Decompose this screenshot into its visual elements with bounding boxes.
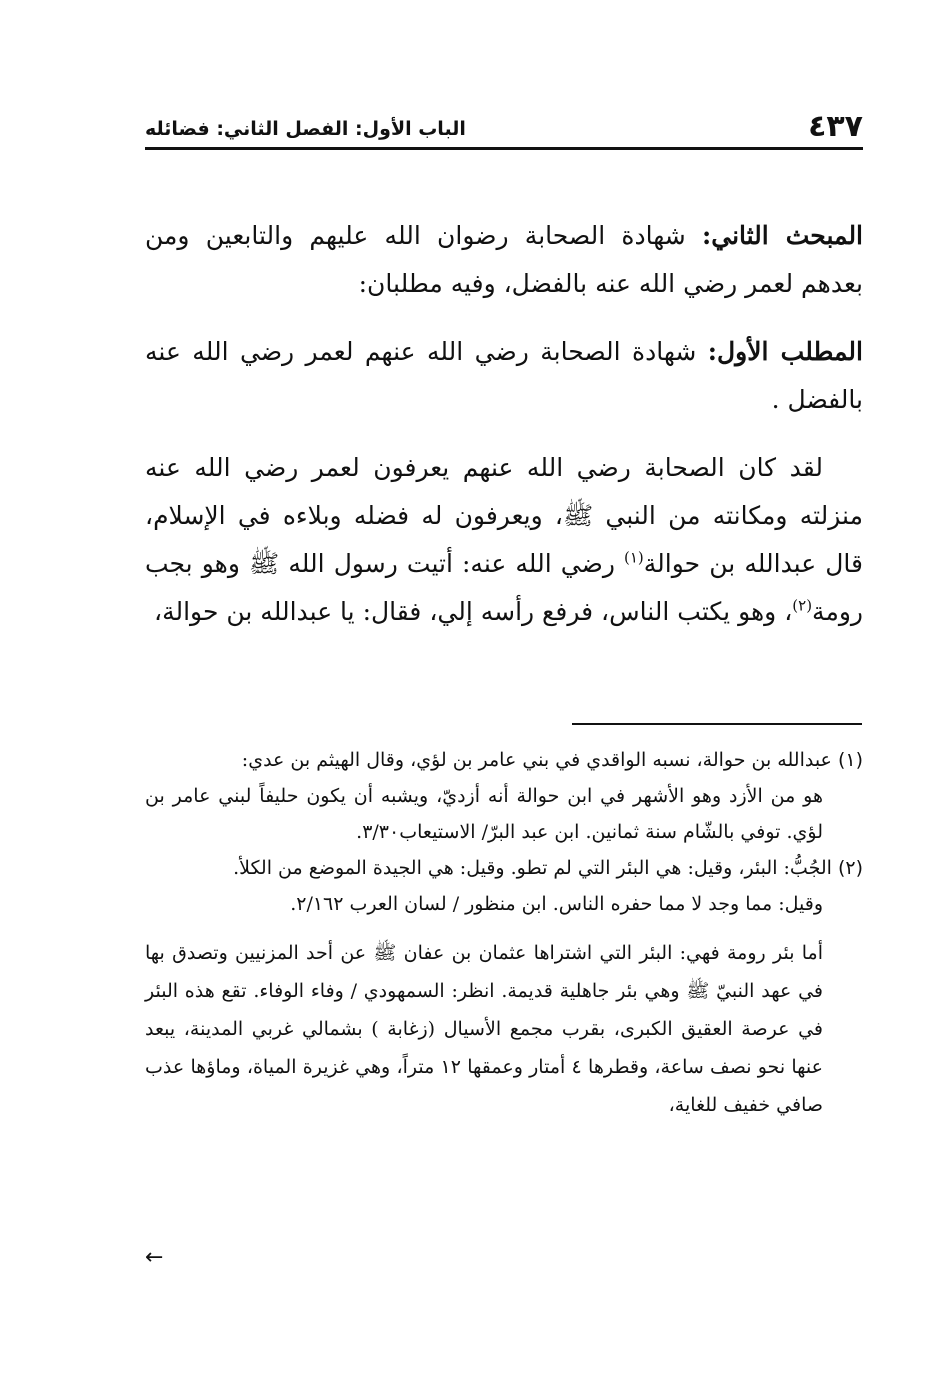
main-text [145, 212, 863, 656]
footnote-2-text: الجُبُّ: البئر، وقيل: هي البئر التي لم تطو. وقيل: هي الجيدة الموضع من الكلأ. [233, 857, 838, 879]
sub-heading-text: شهادة الصحابة رضي الله عنهم لعمر رضي الله عنه بالفضل . [145, 337, 863, 414]
footnote-ref-1[interactable]: (١) [624, 548, 644, 567]
paragraph-part-1: لقد كان الصحابة رضي الله عنهم يعرفون لعمر رضي الله عنه منزلته ومكانته من النبي ﷺ، ويعرفون له فضله وبلاءه في الإسلام، قال عبدالله بن حوالة [145, 453, 863, 578]
footnote-2-continuation: وقيل: مما وجد لا مما حفره الناس. ابن منظور / لسان العرب ٢/١٦٢. [290, 893, 823, 915]
section-heading [145, 212, 863, 308]
footnote-2-extra: أما بئر رومة فهي: البئر التي اشتراها عثمان بن عفان ﷺ عن أحد المزنيين وتصدق بها في عهد النبيّ ﷺ وهي بئر جاهلية قديمة. انظر: السمهودي / وفاء الوفاء. تقع هذه البئر في عرصة العقيق الكبرى، بقرب مجمع الأسيال (زغابة ) بشمالي غربي المدينة، يبعد عنها نحو نصف ساعة، وقطرها ٤ أمتار وعمقها ١٢ متراً، وهي غزيرة المياة، وماؤها عذب صافي خفيف للغاية، [145, 942, 823, 1116]
sub-heading-label: المطلب الأول: [707, 337, 863, 366]
paragraph-part-2: رضي الله عنه: أتيت رسول الله ﷺ وهو بجب رومة [145, 549, 863, 626]
page-number: ٤٣٧ [808, 109, 863, 144]
page-header [145, 108, 863, 146]
footnote-1-continuation: هو من الأزد وهو الأشهر في ابن حوالة أنه أزديّ، ويشبه أن يكون حليفاً لبني عامر بن لؤي. توفي بالشّام سنة ثمانين. ابن عبد البرّ/ الاستيعاب٣/٣٠. [145, 785, 823, 843]
running-title: الباب الأول: الفصل الثاني: فضائله [145, 118, 466, 140]
footnote-2-number: (٢) [837, 857, 863, 879]
section-heading-text: شهادة الصحابة رضوان الله عليهم والتابعين ومن بعدهم لعمر رضي الله عنه بالفضل، وفيه مطلبان: [145, 221, 863, 298]
footnote-rule [572, 723, 862, 725]
footnote-1-text: عبدالله بن حوالة، نسبه الواقدي في بني عامر بن لؤي، وقال الهيثم بن عدي: [241, 749, 838, 771]
section-heading-label: المبحث الثاني: [702, 221, 864, 250]
footnotes [145, 742, 863, 1124]
paragraph-part-3: ، وهو يكتب الناس، فرفع رأسه إلي، فقال: يا عبدالله بن حوالة، [154, 597, 793, 626]
footnote-2 [145, 850, 863, 886]
body-paragraph [145, 444, 863, 636]
footnote-ref-2[interactable]: (٢) [792, 596, 813, 615]
header-rule [145, 147, 863, 150]
footnote-1-number: (١) [837, 749, 863, 771]
sub-heading [145, 328, 863, 424]
footnote-1 [145, 742, 863, 778]
continue-arrow-icon: ← [145, 1245, 164, 1270]
